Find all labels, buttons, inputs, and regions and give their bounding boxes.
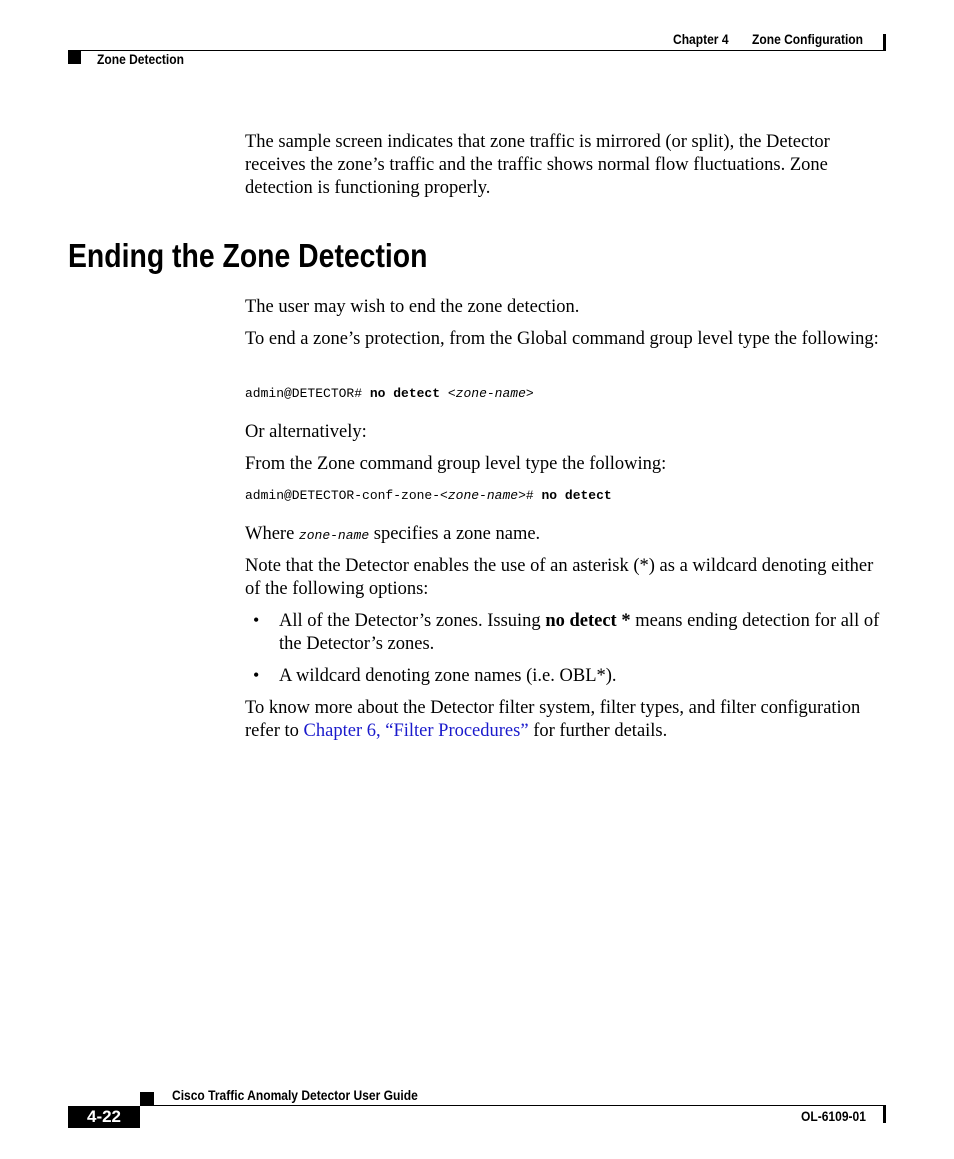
paragraph-global-level: To end a zone’s protection, from the Global command group level type the following:: [245, 329, 879, 349]
bullet-all-zones-command: no detect *: [545, 611, 631, 631]
header-vertical-bar: [883, 34, 886, 51]
filter-reference-after: for further details.: [528, 721, 668, 741]
paragraph-end-detection: The user may wish to end the zone detection.: [245, 297, 580, 317]
footer-vertical-bar: [883, 1105, 886, 1123]
header-section: Zone Detection: [97, 51, 184, 67]
bullet-all-zones-before: All of the Detector’s zones. Issuing: [279, 611, 546, 631]
code-zone-command: [245, 488, 612, 504]
code-prompt-end: >#: [518, 488, 534, 503]
bullet-marker: •: [253, 665, 260, 685]
code-arg: zone-name: [447, 488, 519, 503]
code-gt: >: [525, 386, 534, 401]
header-chapter: Chapter 4: [673, 31, 729, 47]
bullet-all-zones-after: means ending detection for all of the Detector’s zones.: [279, 611, 880, 654]
bullet-all-zones: [279, 610, 885, 656]
code-global-command: [245, 386, 534, 402]
header-chapter-title: Zone Configuration: [752, 31, 864, 47]
code-arg: zone-name: [455, 386, 526, 401]
paragraph-wildcard: Note that the Detector enables the use of an asterisk (*) as a wildcard denoting either of the following options:: [245, 556, 874, 599]
footer-guide-title: Cisco Traffic Anomaly Detector User Guide: [172, 1087, 418, 1103]
where-before: Where: [245, 524, 299, 544]
bullet-marker: •: [253, 610, 260, 630]
code-lt: <: [447, 386, 456, 401]
code-prompt-start: admin@DETECTOR-conf-zone-<: [245, 488, 448, 503]
header-rule: [68, 50, 886, 51]
intro-paragraph: The sample screen indicates that zone traffic is mirrored (or split), the Detector receives the zone’s traffic and the traffic shows normal flow fluctuations. Zone detection is functioning properly.: [245, 132, 830, 198]
footer-marker: [140, 1092, 154, 1106]
where-arg: zone-name: [298, 528, 370, 543]
code-prompt: admin@DETECTOR#: [245, 386, 370, 401]
where-after: specifies a zone name.: [369, 524, 541, 544]
footer-doc-number: OL-6109-01: [801, 1108, 866, 1124]
filter-reference-before: To know more about the Detector filter system, filter types, and filter configuration refer to: [245, 698, 861, 741]
chapter-6-link[interactable]: Chapter 6, “Filter Procedures”: [303, 721, 529, 741]
footer-rule: [140, 1105, 886, 1106]
paragraph-where: [245, 523, 885, 547]
paragraph-zone-level: From the Zone command group level type the following:: [245, 454, 667, 474]
section-heading: Ending the Zone Detection: [68, 237, 428, 274]
code-command: no detect: [541, 488, 612, 503]
paragraph-alternatively: Or alternatively:: [245, 422, 367, 442]
bullet-wildcard-names: A wildcard denoting zone names (i.e. OBL*).: [279, 666, 617, 686]
header-section-marker: [68, 51, 81, 64]
paragraph-filter-reference: [245, 697, 885, 743]
page-number: 4-22: [68, 1106, 140, 1128]
code-command: no detect: [369, 386, 441, 401]
code-space: [440, 386, 448, 401]
